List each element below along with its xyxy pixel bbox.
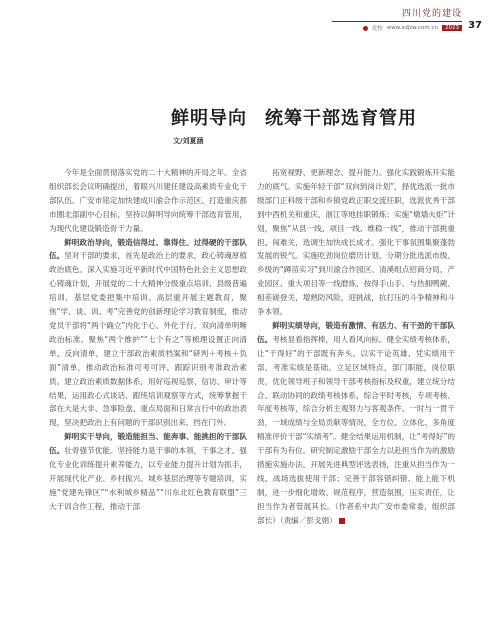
paragraph-text: 壮骨强节优能。坚持能力是干事的本领，干事之才。强化专业化训练提升素养能力，以专业能力提升计划为抓手，开展现代化产业、乡村振兴、城乡基层治理等专题培训，实施“党建先锋区”“水利城乡精品”“川东北红色教育联盟”三大干训合作工程，推动干部 <box>49 446 247 511</box>
website-link[interactable]: www.sdjzw.com.cn <box>386 25 438 31</box>
page-number: 37 <box>468 20 482 31</box>
article-column-left <box>49 166 247 514</box>
author-byline: 文/刘夏涵 <box>173 137 204 145</box>
paragraph-text: 坚对干部的要求，首先是政治上的要求，政心铸魂厚植政治底色。深入实施习近平新时代中国特色社会主义思想政心铸魂计划，开展党的二十大精神分级重点培训、县级普遍培训，基层党委把集中培训、高层重开展主题教育，聚焦“学、谈、训、考”完善党的创新理论学习教育制度，推动党员干部将“两个确立”内化于心、外化于行。双向清单明晰政治标准。聚焦“两个维护”“七个有之”等梳理设置正向清单、反向清单，建立干部政治素质档案和“研判＋考核＋负面”清单，推动政治标准可考可评，跟踪识别考准政治素质。建立政治素质数据体系，用好巡视巡察、信访、审计等结果，运用政心式谈话、跟班培训观察等方式，统筹掌握干部在大是大非、急事险盘、重点局面和日常言行中的政治表现，坚决把政治上有问题的干部识别出来、挡在门外。 <box>49 251 247 428</box>
title-part-2: 统筹干部选育管用 <box>265 108 417 129</box>
paragraph <box>49 166 247 236</box>
paragraph-text: 今年是全面贯彻落实党的二十大精神的开局之年。全省组织部长会议明确提出，着眼兴川建任建设高素质专业化干部队伍。广安市铭定加快建成川渝合作示范区、打造重庆都市圈北部副中心目标，坚持以鲜明导向统筹干部选育管用，为现代化建设锻造骨干力量。 <box>49 168 247 233</box>
paragraph <box>49 236 247 431</box>
paragraph <box>257 319 455 528</box>
paragraph-text: 考核显看指挥棒，用人看风向标。健全实绩考核体系，让“干得好”的干部既有奔头。以实干论英雄、凭实绩用干部，考准实绩是基础。立足区域特点，部门职能，岗位职责，优化领导班子和领导干部考核指标及权重，建立统分结合、联动协同的政绩考核体系，综合平时考核，专项考核、年度考核等，综合分析主观努力与客观条件、一时与一贯干劲，一域成绩与全局贡献等情况，全方位、立体化、多角度精准评价干部“实绩考”。健全结果运用机制，让“考得好”的干部有为有位。研究制定激励干部全力以赴担当作为的激励措施实施办法，开展先进典型评选表扬，注重从担当作为一线、战场选拔使用干部；完善干部容错纠错、能上能下机制，进一步细化增效、规范程序，营造氛围，压实责任，让担当作为者管展其长。（作者系中共广安市委常委，组织部部长）（责编／彭戈娟） <box>257 334 455 525</box>
title-part-1: 鲜明导向 <box>171 108 247 129</box>
paragraph-heading: 鲜明政治导向，锻造信得过、靠得住、过得硬的干部队伍。 <box>49 237 247 261</box>
article-column-right <box>257 166 455 528</box>
masthead-meta <box>332 24 462 32</box>
paragraph-heading: 鲜明实绩导向，锻造有激情、有活力、有干劲的干部队伍。 <box>257 320 455 344</box>
issue-badge: 2023 <box>442 25 462 31</box>
paragraph <box>257 166 455 319</box>
bullet-icon <box>363 26 368 31</box>
masthead-rule <box>332 21 462 22</box>
paragraph <box>49 430 247 513</box>
magazine-name: 四川党的建设 <box>401 9 462 19</box>
article-title <box>171 104 417 130</box>
paragraph-text: 拓宽视野、更新理念、提升能力。强化实践锻炼开实能力的底气。实施年轻干部“双向到岗计划”，择优选派一批市级部门正科级干部和乡镇党政正职交流任职，选派优秀干部到中西机关和重庆、浙江等地挂职锻炼；实施“墩墙火炬”计划，聚焦“从县一线、项目一线、维稳一线”，推动干部挑重担、闯难关，选调生加快成长成才。强化干事氛围集聚蓬勃发展的锐气。实施吃劲岗位磨历计划，分期分批选派市级、乡级的“蹲苗实习”到川渝合作园区、清溪组点招商分局、产业园区、重大项目等一线磨炼，按得手山手、与热拥鸭蕨、相差磋登关，增熟防风险，迎挑战，抗打压的斗争精神和斗争本领。 <box>257 168 455 317</box>
masthead <box>332 6 462 32</box>
paragraph-heading: 鲜明实干导向，锻造能担当、能奔事、能挑担的干部队伍。 <box>49 432 247 456</box>
section-label: 党校 <box>371 26 383 32</box>
end-mark-icon <box>339 518 345 524</box>
